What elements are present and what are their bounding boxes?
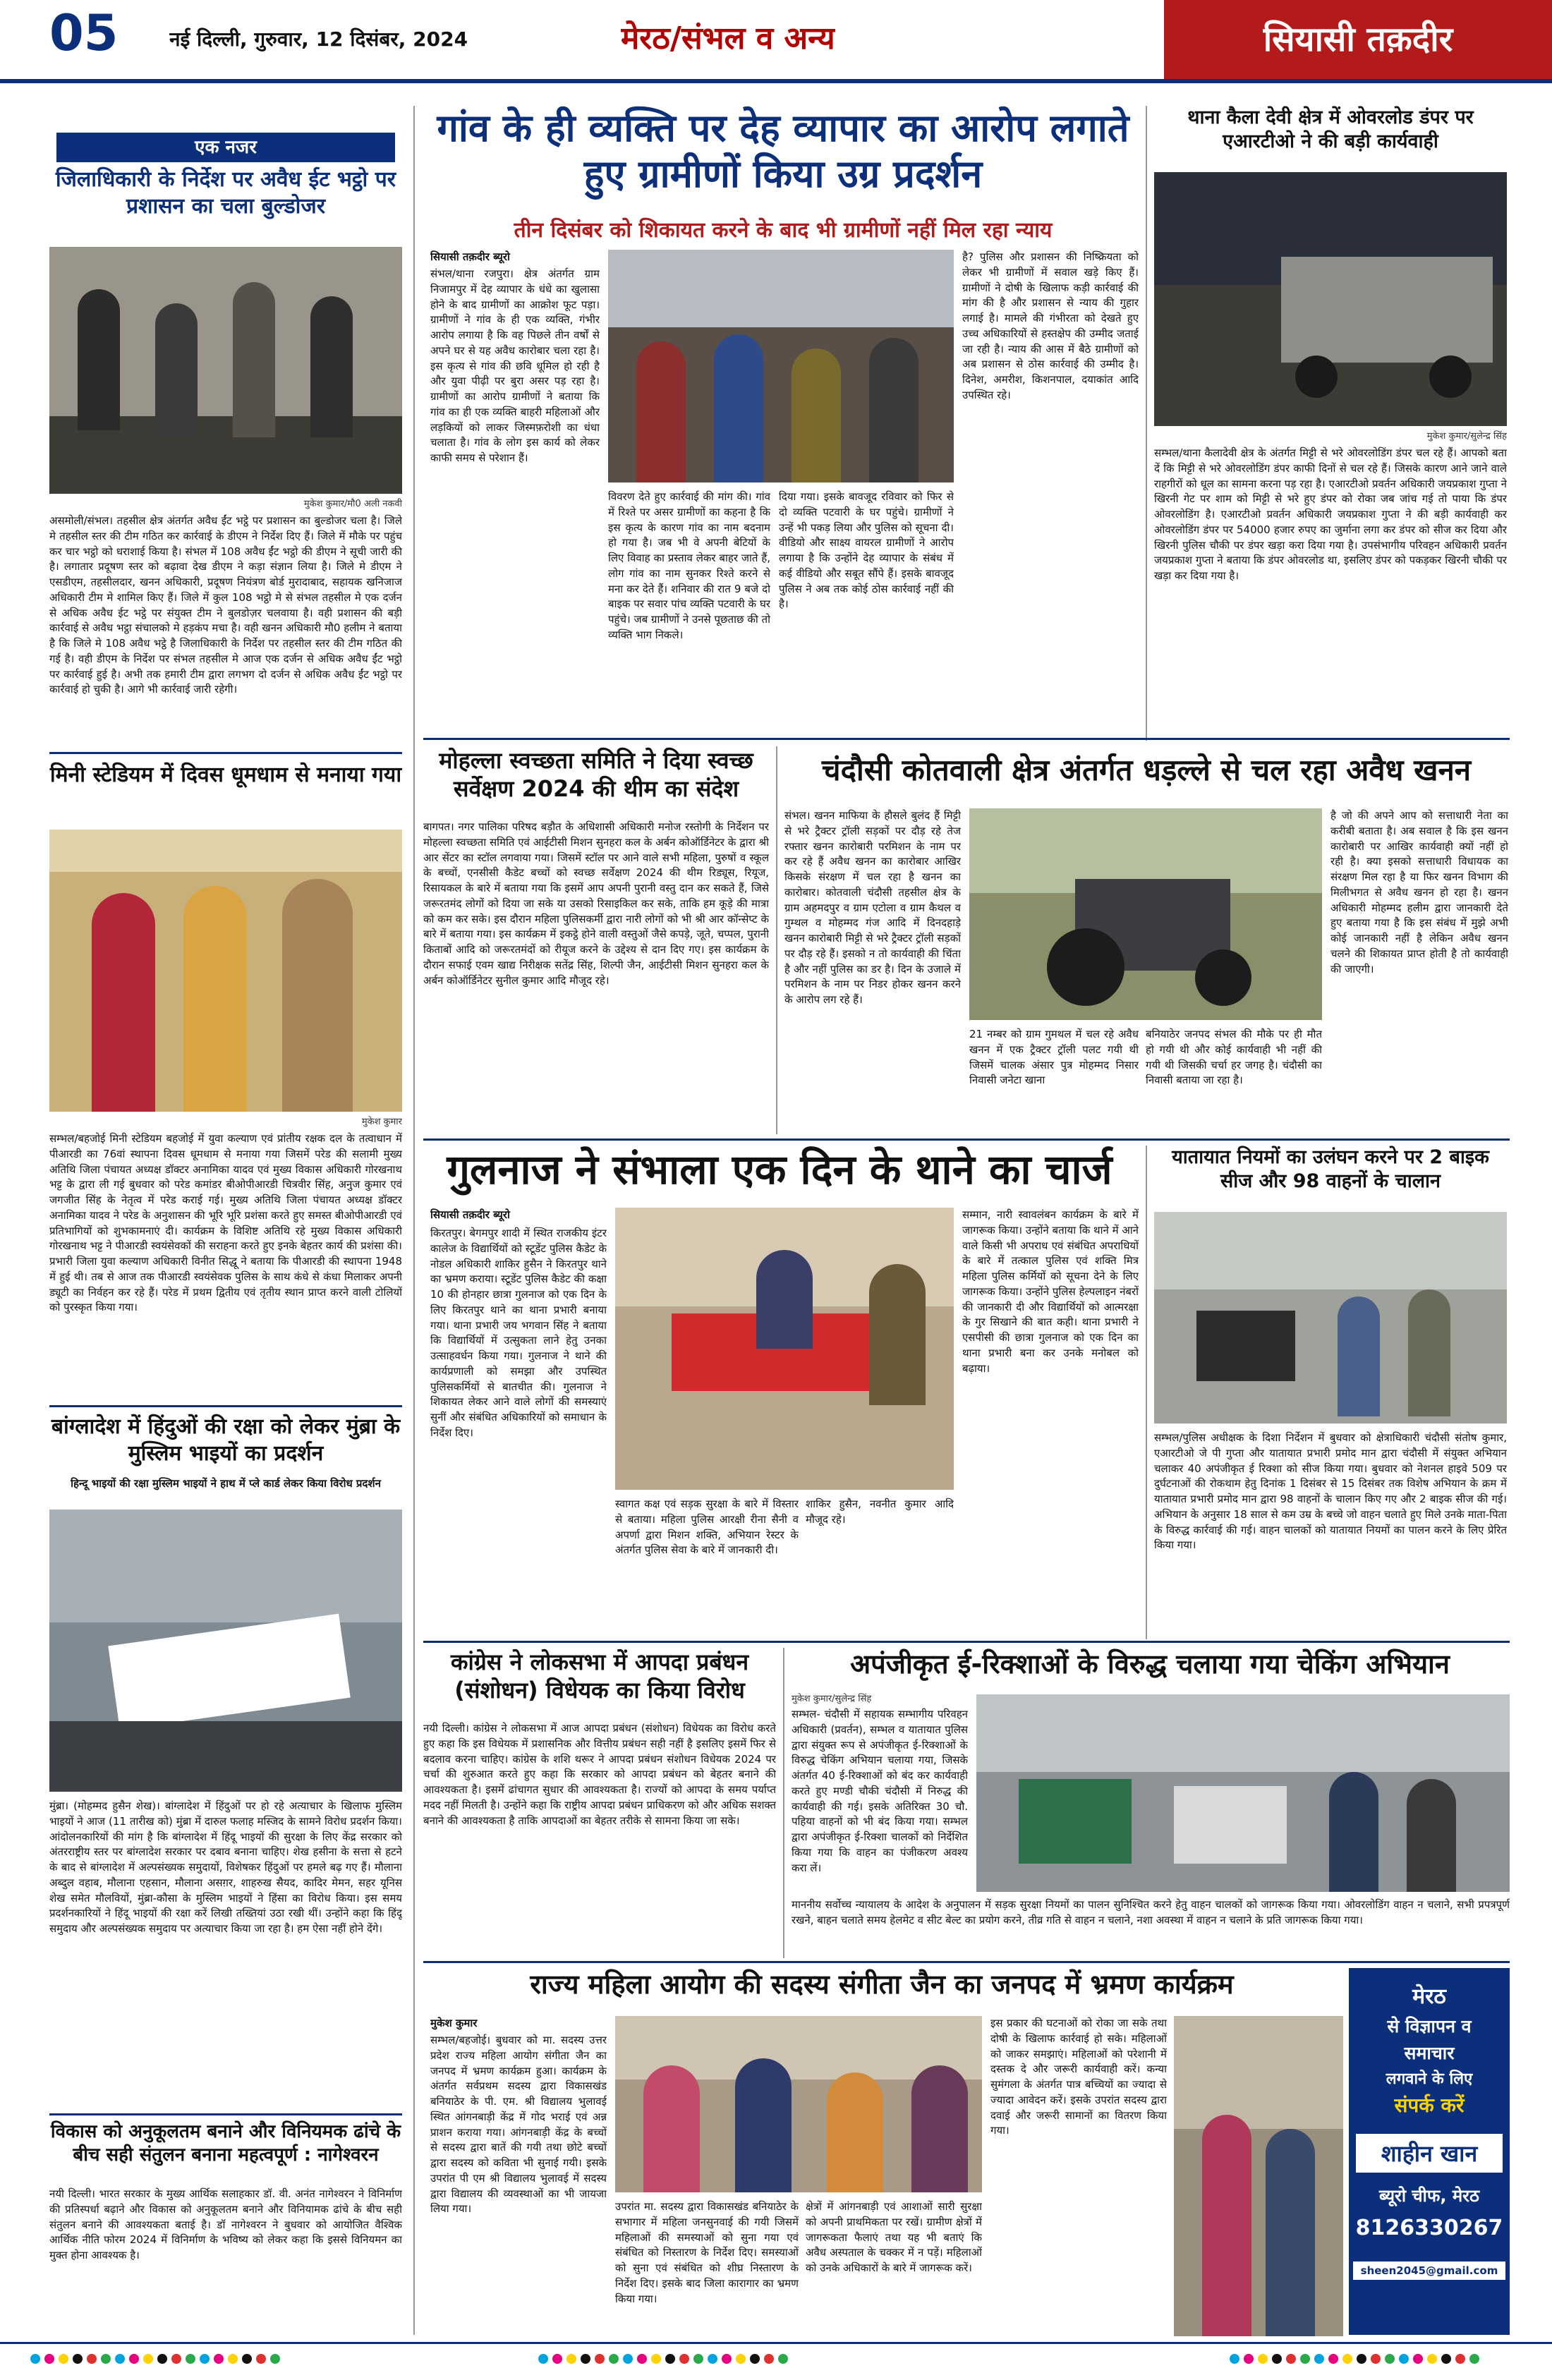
registration-dot: [1385, 2354, 1395, 2364]
traffic-body: सम्भल/पुलिस अधीक्षक के दिशा निर्देशन में बुधवार को क्षेत्राधिकारी चंदौसी संतोष कुमार, एआरटीओ जे पी गुप्ता और यातायात प्रभारी प्रमोद मान द्वारा चंदौसी में संयुक्त अभियान चलाकर 40 अपंजीकृत ई रिक्शा को सीज किया गया। बुधवार को नेशनल हाइवे 509 पर दुर्घटनाओं की रोकथाम हेतु दिनांक 1 दिसंबर से 15 दिसंबर तक विशेष अभियान के क्रम में यातायात प्रभारी प्रमोद मान द्वारा 98 वाहनों के चालान किए गए और 2 बाइक सीज की गई। अभियान के अनुसार 18 साल से कम उम्र के बच्चे जो वाहन चलाते हुए मिले उनके माता-पिता के विरुद्ध कार्रवाई की गई। वाहन चालकों को यातायात नियमों का पालन करने के लिए प्रेरित किया गया।: [1154, 1431, 1507, 1552]
congress-headline: कांग्रेस ने लोकसभा में आपदा प्रबंधन (संशोधन) विधेयक का किया विरोध: [450, 1649, 749, 1704]
registration-dot: [87, 2354, 97, 2364]
registration-dot: [1230, 2354, 1239, 2364]
stadium-photo: [49, 830, 402, 1112]
thana-byline: सियासी तक़दीर ब्यूरो: [430, 1208, 510, 1221]
registration-dot: [186, 2354, 195, 2364]
lead-body-col1: संभल/थाना रजपुरा। क्षेत्र अंतर्गत ग्राम निजामपुर में देह व्यापार के धंधे का खुलासा होने के बाद ग्रामीणों का आक्रोश फूट पड़ा। ग्रामीणों ने गांव के ही एक व्यक्ति, गंभीर आरोप लगाया है कि वह पिछले तीन वर्षों से अपने घर से यह अवैध कारोबार चला रहा है। इस कृत्य से गांव की छवि धूमिल हो रही है और युवा पीढ़ी पर बुरा असर पड़ रहा है। ग्रामीणों का आरोप ग्रामीणों ने बताया कि गांव का ही एक व्यक्ति बाहरी महिलाओं और लड़कियों को लाकर जिस्मफ़रोशी का धंधा चलाता है। गांव के लोग इस कार्य को लेकर काफी समय से परेशान हैं।: [430, 267, 600, 464]
registration-dot: [1357, 2354, 1366, 2364]
registration-dot: [750, 2354, 760, 2364]
registration-dot: [1258, 2354, 1268, 2364]
registration-dot: [552, 2354, 562, 2364]
registration-dot: [1272, 2354, 1282, 2364]
police-station-photo: [615, 1208, 954, 1490]
story2-headline: मिनी स्टेडियम में दिवस धूमधाम से मनाया गया: [49, 763, 402, 787]
registration-dot: [1314, 2354, 1324, 2364]
story1-caption: मुकेश कुमार/मौ0 अली नकवी: [303, 499, 402, 509]
traffic-photo: [1154, 1212, 1507, 1423]
thana-headline: गुलनाज ने संभाला एक दिन के थाने का चार्ज: [447, 1146, 1113, 1194]
story4-headline: विकास को अनुकूलतम बनाने और विनियमक ढांचे के बीच सही संतुलन बनाना महत्वपूर्ण : नागेश्वरन: [50, 2121, 401, 2166]
dumper-photo: [1154, 172, 1507, 426]
registration-dot: [242, 2354, 252, 2364]
divider: [49, 1405, 402, 1407]
registration-dot: [1413, 2354, 1423, 2364]
erickshaw-photo: [976, 1694, 1510, 1892]
thana-caption1: स्वागत कक्ष एवं सड़क सुरक्षा के बारे में विस्तार से बताया। महिला पुलिस आरक्षी रीना सैनी व अपर्णा द्वारा मिशन शक्ति, अभियान रेस्टर के अंतर्गत पुलिस सेवा के बारे में जानकारी दी।: [615, 1498, 799, 1557]
registration-dot: [115, 2354, 125, 2364]
registration-dot: [270, 2354, 280, 2364]
divider: [423, 1961, 1510, 1963]
story1-headline: जिलाधिकारी के निर्देश पर अवैध ईट भट्ठो पर प्रशासन का चला बुल्डोजर: [55, 167, 396, 219]
ad-email[interactable]: sheen2045@gmail.com: [1353, 2261, 1505, 2280]
column-rule: [1146, 1146, 1147, 1639]
issue-date: नई दिल्ली, गुरुवार, 12 दिसंबर, 2024: [169, 28, 468, 51]
divider: [423, 1641, 1510, 1643]
thana-caption2: शाकिर हुसैन, नवनीत कुमार आदि मौजूद रहे।: [806, 1498, 954, 1526]
registration-dot: [764, 2354, 774, 2364]
divider: [423, 1139, 1510, 1141]
mining-caption: 21 नम्बर को ग्राम गुमथल में चल रहे अवैध खनन में एक ट्रैक्टर ट्रॉली पलट गयी थी जिसमें चालक अंसार पुत्र मोहम्मद निसार निवासी जनेटा खाना: [969, 1028, 1139, 1087]
lead-byline: सियासी तक़दीर ब्यूरो: [430, 250, 510, 263]
registration-dot: [1455, 2354, 1465, 2364]
ad-contact-role: ब्यूरो चीफ, मेरठ: [1379, 2186, 1479, 2206]
registration-dot: [143, 2354, 153, 2364]
registration-dot: [736, 2354, 746, 2364]
divider: [49, 2113, 402, 2115]
congress-body: नयी दिल्ली। कांग्रेस ने लोकसभा में आज आपदा प्रबंधन (संशोधन) विधेयक का विरोध करते हुए कहा कि इस विधेयक में प्रशासनिक और वित्तीय प्रबंधन सही नहीं है इसलिए इसमें फिर से बदलाव करना चाहिए। कांग्रेस के शशि थरूर ने आपदा प्रबंधन संशोधन विधेयक 2024 पर चर्चा की शुरुआत करते हुए कहा कि सरकार को आपदा प्रबंधन को बेहतर बनाने की आवश्यकता है। इसमें ढांचागत सुधार की आवश्यकता है। राज्यों को आपदा के समय पर्याप्त मदद नहीं मिलती है। उन्होंने कहा कि राष्ट्रीय आपदा प्रबंधन प्राधिकरण को और अधिक सशक्त बनाने की आवश्यकता है ताकि आपदाओं का बेहतर तरीके से सामना किया जा सके।: [423, 1722, 776, 1827]
truck-caption: मुकेश कुमार/सुलेन्द्र सिंह: [1426, 431, 1507, 442]
registration-dot: [538, 2354, 548, 2364]
erickshaw-body-bottom: माननीय सर्वोच्च न्यायालय के आदेश के अनुपालन में सड़क सुरक्षा नियमों का पालन सुनिश्चित करने हेतु वाहन चालकों को जागरूक किया गया। ओवरलोडिंग वाहन न चलाने, सभी प्रपत्रपूर्ण रखने, बाहन चलाते समय हेलमेट व सीट बेल्ट का प्रयोग करने, तीव्र गति से वाहन न चलाने, नशा अवस्था में वाहन न चलाने के प्रति जागरूक किया गया।: [792, 1898, 1510, 1926]
story3-body: मुंब्रा। (मोहम्मद हुसैन शेख)। बांग्लादेश में हिंदुओं पर हो रहे अत्याचार के खिलाफ मुस्लिम भाइयों ने आज (11 तारीख को) मुंब्रा में दारुल फलाह मस्जिद के सामने विरोध प्रदर्शन किया। आंदोलनकारियों की मांग है कि बांग्लादेश में हिंदू भाइयों की सुरक्षा के लिए केंद्र सरकार को अंतरराष्ट्रीय स्तर पर बांग्लादेश सरकार पर दबाव बनाना चाहिए। शेख हसीना के सत्ता से हटने के बाद से बांग्लादेश में अल्पसंख्यक समुदायों, विशेषकर हिंदुओं पर हमले बढ़ गए हैं। मौलाना अब्दुल वहाब, मौलाना एहसान, मौलाना असग़र, शाहरुख सैयद, कादिर मेमन, सहर यूनिस शेख समेत मौलवियों, मुंब्रा-कौसा के मुस्लिम भाइयों ने हिंसा का विरोध किया। इस समय प्रदर्शनकारियों ने हिंदू भाइयों की रक्षा करें लिखी तख्तियां उठा रखी थीं। उन्होंने कहा कि हिंदू समुदाय और अल्पसंख्यक समुदाय पर अत्याचार किया जा रहा है। हम ऐसा नहीं होने देंगे।: [49, 1799, 402, 1935]
bulldozer-photo: [49, 247, 402, 494]
women-body-col1: सम्भल/बहजोई। बुधवार को मा. सदस्य उत्तर प्रदेश राज्य महिला आयोग संगीता जैन का जनपद में भ्रमण कार्यक्रम हुआ। कार्यक्रम के अंतर्गत सर्वप्रथम सदस्य द्वारा विकासखंड बनियाठेर के पी. एम. श्री विद्यालय भुलावई स्थित आंगनबाड़ी केंद्र में गोद भराई एवं अन्न प्राशन कराया गया। आंगनबाड़ी केंद्र के बच्चों से सदस्य द्वारा बातें की गयी तथा छोटे बच्चों द्वारा सदस्य को कविता भी सुनाई गयी। इसके उपरांत पी एम श्री विद्यालय भुलावई में सदस्य द्वारा विद्यालय की व्यवस्थाओं का भी जायजा लिया गया।: [430, 2034, 607, 2216]
divider: [49, 752, 402, 754]
mining-headline: चंदौसी कोतवाली क्षेत्र अंतर्गत धड़ल्ले से चल रहा अवैध खनन: [821, 753, 1472, 787]
truck-body: सम्भल/थाना कैलादेवी क्षेत्र के अंतर्गत मिट्टी से भरे ओवरलोडिंग डंपर चल रहे हैं। आपको बता दें कि मिट्टी से भरे ओवरलोडिंग डंपर काफी दिनों से चल रहे हैं। जिसके कारण आने जाने वाले राहगीरों को धूल का सामना करना पड़ रहा है। एआरटीओ प्रवर्तन अधिकारी जयप्रकाश गुप्ता ने खिरनी गेट पर शाम को मिट्टी से भरे हुए डंपर को रोका जब जांच गई तो पाया कि डंपर ओवरलोडिंग है। एआरटीओ प्रवर्तन अधिकारी जयप्रकाश गुप्ता ने की बड़ी कार्यवाही कर ओवरलोडिंग डंपर पर 54000 हजार रुपए का जुर्माना लगा कर डंपर को सीज कर दिया और खिरनी पुलिस चौकी पर डंपर खड़ा करा दिया गया है। उपसंभागीय परिवहन अधिकारी प्रवर्तन जयप्रकाश गुप्ता ने बताया कि डंपर ओवरलोड था, इसलिए डंपर को पकड़कर खिरनी चौकी पर खड़ा कर दिया गया है।: [1154, 447, 1507, 582]
lead-body-col4: है? पुलिस और प्रशासन की निष्क्रियता को लेकर भी ग्रामीणों में सवाल खड़े किए हैं। ग्रामीणों ने दोषी के खिलाफ कड़ी कार्रवाई की मांग की है और प्रशासन से न्याय की गुहार लगाई है। मामले की गंभीरता को देखते हुए उच्च अधिकारियों से हस्तक्षेप की उम्मीद जताई जा रही है। न्याय की आस में बैठे ग्रामीणों को अब प्रशासन से ठोस कार्रवाई की उम्मीद है। दिनेश, अमरीश, किशनपाल, दयाकांत आदि उपस्थित रहे।: [962, 250, 1139, 401]
registration-dot: [1441, 2354, 1451, 2364]
registration-dot: [200, 2354, 210, 2364]
story2-caption: मुकेश कुमार: [361, 1117, 402, 1127]
registration-dot: [228, 2354, 238, 2364]
registration-dots-center: [536, 2353, 832, 2367]
section-title: मेरठ/संभल व अन्य: [621, 20, 835, 56]
erickshaw-caption: मुकेश कुमार/सुलेन्द्र सिंह: [792, 1694, 872, 1704]
registration-dot: [1244, 2354, 1254, 2364]
lead-body-col2: विवरण देते हुए कार्रवाई की मांग की। गांव में रिश्ते पर असर ग्रामीणों का कहना है कि इस कृत्य के कारण गांव का नाम बदनाम हो गया है। जब भी वे अपनी बेटियों के लिए विवाह का प्रस्ताव लेकर बाहर जाते हैं, लोग गांव का नाम सुनकर रिश्ते करने से मना कर देते हैं। शनिवार की रात 9 बजे दो बाइक पर सवार पांच व्यक्ति पटवारी के घर पहुंचे। जब ग्रामीणों ने उनसे पूछताछ की तो व्यक्ति भाग निकले।: [608, 490, 770, 641]
registration-dot: [73, 2354, 83, 2364]
registration-dot: [1342, 2354, 1352, 2364]
village-protest-photo: [608, 250, 954, 482]
page-number: 05: [49, 4, 119, 62]
protest-photo: [49, 1510, 402, 1792]
story3-headline: बांग्लादेश में हिंदुओं की रक्षा को लेकर मुंब्रा के मुस्लिम भाइयों का प्रदर्शन: [51, 1414, 401, 1466]
registration-dot: [59, 2354, 68, 2364]
tractor-photo: [969, 808, 1322, 1020]
column-rule: [413, 106, 415, 2335]
thana-body-col1: किरतपुर। बेगमपुर शादी में स्थित राजकीय इंटर कालेज के विद्यार्थियों को स्टूडेंट पुलिस कैडेट के नोडल अधिकारी शाकिर हुसैन ने किरतपुर थाने का भ्रमण कराया। स्टूडेंट पुलिस कैडेट की कक्षा 10 की होनहार छात्रा गुलनाज को एक दिन के लिए किरतपुर थाने का थाना प्रभारी बनाया गया। थाना प्रभारी जय भगवान सिंह ने बताया कि विद्यार्थियों में उत्सुकता लाने हेतु उनका उत्साहवर्धन किया गया। गुलनाज ने थाने की कार्यप्रणाली को समझा और उपस्थित पुलिसकर्मियों से बातचीत की। गुलनाज ने शिकायत लेकर आने वाले लोगों की समस्याएं सुनीं और संबंधित अधिकारियों को समाधान के निर्देश दिए।: [430, 1227, 607, 1439]
ad-line4: लगवाने के लिए: [1386, 2070, 1473, 2088]
registration-dot: [651, 2354, 661, 2364]
registration-dot: [566, 2354, 576, 2364]
ek-nazar-tag: एक नजर: [56, 133, 395, 162]
women-commission-photo: [615, 2016, 982, 2192]
registration-dot: [595, 2354, 605, 2364]
registration-dots-right: [1227, 2353, 1524, 2367]
advertisement-box: [1349, 1968, 1510, 2335]
women-caption: मुकेश कुमार: [430, 2017, 478, 2029]
registration-dot: [722, 2354, 732, 2364]
thana-body-col2: सम्मान, नारी स्वावलंबन कार्यक्रम के बारे में जागरूक किया। उन्होंने बताया कि थाने में आने वाले किसी भी अपराध एवं संबंधित अपराधियों के बारे में तत्काल पुलिस एवं शक्ति मित्र महिला पुलिस कर्मियों को सूचना देने के लिए जागरूक किया। उन्होंने पुलिस हेल्पलाइन नंबरों की जानकारी दी और विद्यार्थियों को आत्मरक्षा के गुर सिखाने की बात कही। थाना प्रभारी ने एसपीसी की छात्रा गुलनाज को एक दिन का थाना प्रभारी बना कर उनके मनोबल को बढ़ाया।: [962, 1208, 1139, 1375]
traffic-headline: यातायात नियमों का उलंघन करने पर 2 बाइक सीज और 98 वाहनों के चालान: [1172, 1146, 1489, 1192]
registration-dot: [665, 2354, 675, 2364]
mining-body-col2: बनियाठेर जनपद संभल की मौके पर ही मौत हो गयी थी और कोई कार्यवाही भी नहीं की गयी थी जिसकी चर्चा हर जगह है। चंदौसी का निवासी बताया जा रहा है।: [1146, 1028, 1322, 1087]
story3-subhead: हिन्दू भाइयों की रक्षा मुस्लिम भाइयों ने हाथ में प्ले कार्ड लेकर किया विरोध प्रदर्शन: [71, 1477, 381, 1490]
registration-dot: [778, 2354, 788, 2364]
story2-body: सम्भल/बहजोई मिनी स्टेडियम बहजोई में युवा कल्याण एवं प्रांतीय रक्षक दल के तत्वाधान में पीआरडी का 76वां स्थापना दिवस धूमधाम से मनाया गया जिसमें परेड की सलामी मुख्य अतिथि जिला पंचायत अध्यक्ष डॉक्टर अनामिका यादव एवं मुख्य विकास अधिकारी गोरखनाथ भट्ट के द्वारा ली गई बुधवार को परेड कमांडर बीओपीआरडी चित्रवीर सिंह, अनुज कुमार एवं जगजीत सिंह के नेतृत्व में परेड कराई गई। मुख्य अतिथि जिला पंचायत अध्यक्ष डॉक्टर अनामिका यादव ने परेड के अनुशासन की भूरि भूरि प्रशंसा करते हुए समस्त बीओपीआरडी एवं प्रतिभागियों को शुभकामनाएं दी। कार्यक्रम के विशिष्ट अतिथि रहे मुख्य विकास अधिकारी गोरखनाथ भट्ट ने पीआरडी स्वयंसेवकों की सराहना करते हुए इनके बेहतर कार्य की प्रशंसा की। प्रभारी जिला युवा कल्याण अधिकारी विनीत सिद्धू ने बताया कि पीआरडी की स्थापना 1948 में हुई थी। तब से आज तक पीआरडी स्वयंसेवक पुलिस के साथ कंधे से कंधा मिलाकर अपनी ड्यूटी का निर्वहन कर रहे हैं। परेड में प्रथम द्वितीय एवं तृतीय स्थान प्राप्त करने वाली टोलियों को पुरस्कृत किया गया।: [49, 1132, 402, 1314]
lead-headline: गांव के ही व्यक्ति पर देह व्यापार का आरोप लगाते हुए ग्रामीणों किया उग्र प्रदर्शन: [437, 106, 1129, 196]
divider: [423, 738, 1510, 740]
registration-dot: [637, 2354, 647, 2364]
registration-dot: [157, 2354, 167, 2364]
ad-phone[interactable]: 8126330267: [1355, 2216, 1503, 2240]
column-rule: [783, 1648, 784, 1958]
registration-dot: [1300, 2354, 1310, 2364]
women-body-col2: उपरांत मा. सदस्य द्वारा विकासखंड बनियाठेर के सभागार में महिला जनसुनवाई की गयी जिसमें महिलाओं की समस्याओं को सुना गया एवं संबंधित को निस्तारण के निर्देश दिए। समस्याओं को सुना एवं संबंधित को शीघ्र निस्तारण के निर्देश दिए। इसके बाद जिला कारागार का भ्रमण किया गया।: [615, 2200, 799, 2305]
registration-dot: [1427, 2354, 1437, 2364]
registration-dot: [171, 2354, 181, 2364]
registration-dot: [581, 2354, 590, 2364]
truck-headline: थाना कैला देवी क्षेत्र में ओवरलोड डंपर पर एआरटीओ ने की बड़ी कार्यवाही: [1187, 107, 1474, 152]
clean-headline: मोहल्ला स्वच्छता समिति ने दिया स्वच्छ सर्वेक्षण 2024 की थीम का संदेश: [439, 747, 753, 802]
registration-dot: [1469, 2354, 1479, 2364]
story4-body: नयी दिल्ली। भारत सरकार के मुख्य आर्थिक सलाहकार डॉ. वी. अनंत नागेश्वरन ने विनिर्माण की प्रतिस्पर्धा बढ़ाने और विकास को अनुकूलतम बनाने और विनियामक ढांचे के बीच सही संतुलन बनाने की आवश्यकता बताई है। डॉ नागेश्वरन ने बुधवार को आयोजित वैश्विक आर्थिक नीति फोरम 2024 में विनिर्माण के भविष्य को लेकर कहा कि इससे विनियमन का मुक्त होना आवश्यक है।: [49, 2187, 402, 2261]
ad-contact-name: शाहीन खान: [1356, 2134, 1503, 2173]
ad-line3: समाचार: [1404, 2043, 1455, 2063]
ad-line1: मेरठ: [1412, 1984, 1446, 2009]
column-rule: [776, 746, 777, 1134]
ad-line2: से विज्ञापन व: [1387, 2016, 1472, 2036]
mining-body-col3: है जो की अपने आप को सत्ताधारी नेता का करीबी बताता है। अब सवाल है कि इस खनन कारोबारी पर आखिर कार्यवाही क्यों नहीं हो रही है। क्या इसको सत्ताधारी विधायक का संरक्षण मिल रहा है या फिर खनन विभाग की मिलीभगत से अवैध खनन हो रहा है। खनन अधिकारी मोहम्मद हलीम द्वारा जानकारी देते हुए बताया गया है कि इस संबंध में मुझे अभी कोई जानकारी नहीं है लेकिन अवैध खनन चलने की शिकायत प्राप्त होती है तो कार्यवाही की जाएगी।: [1330, 809, 1508, 976]
erickshaw-headline: अपंजीकृत ई-रिक्शाओं के विरुद्ध चलाया गया चेकिंग अभियान: [850, 1649, 1450, 1680]
registration-dot: [101, 2354, 111, 2364]
registration-dot: [1328, 2354, 1338, 2364]
registration-dot: [1399, 2354, 1409, 2364]
registration-dots-left: [28, 2353, 325, 2367]
registration-dot: [708, 2354, 717, 2364]
registration-dot: [693, 2354, 703, 2364]
mining-body-col1: संभल। खनन माफिया के हौसले बुलंद हैं मिट्टी से भरे ट्रैक्टर ट्रॉली सड़कों पर दौड़ रहे तेज रफ्तार खनन कारोबारी परमिशन के नाम पर कर रहे हैं अवैध खनन का कारोबार आखिर किसके संरक्षण में चल रहा है खनन का कारोबार। कोतवाली चंदौसी तहसील क्षेत्र के ग्राम अहमदपुर व ग्राम एटोला व ग्राम कैथल व गुम्थल व मोहम्मद गंज आदि में दिनदहाड़े खनन कारोबारी मिट्टी से भरे ट्रैक्टर ट्रॉली सड़कों पर दौड़ रहे हैं। इसको न तो कार्यवाही की चिंता है और नहीं पुलिस का डर है। दिन के उजाले में परमिशन के नाम पर निडर होकर खनन करने के आरोप लग रहे हैं।: [784, 809, 961, 1006]
story1-body: असमोली/संभल। तहसील क्षेत्र अंतर्गत अवैध ईंट भट्ठे पर प्रशासन का बुल्डोजर चला है। जिले मे तहसील स्तर की टीम गठित कर कार्रवाई के डीएम ने निर्देश दिए हैं। जिले में मौके पर पहुंच कर चार भट्ठो को धराशाई किया है। संभल में 108 अवैध ईंट भट्ठो की डीएम ने सूची जारी की है। लगातार प्रदूषण स्तर को बढ़ावा देख डीएम ने कड़ा संज्ञान लिया है। जिले मे डीएम ने एसडीएम, तहसीलदार, खनन अधिकारी, प्रदूषण नियंत्रण बोर्ड मुरादाबाद, सहायक खनिजाज अधिकारी टीम मे शामिल किए हैं। जिले में कुल 108 भट्ठो मे से संभल तहसील मे एक दर्जन से अधिक अवैध ईट भट्ठे पर संयुक्त टीम ने बुलडोज़र चलवाया है। वही प्रशासन की बड़ी कार्रवाई से अवैध भट्ठा संचालको मे हड़कंप मचा है। वही खनन अधिकारी मौ0 हलीम ने बताया है कि जिले मे 108 अवैध भट्ठे है जिलाधिकारी के निर्देश पर तहसील स्तर की टीम गठित की गई है। वही डीएम के निर्देश पर संभल तहसील मे आज एक दर्जन से अधिक अवैध ईंट भट्ठो पर कार्रवाई हुई है। अभी तक हमारी टीम द्वारा लगभग दो दर्जन से अधिक अवैध ईंट भट्ठो पर कार्रवाई हो चुकी है। आगे भी कार्रवाई जारी रहेगी।: [49, 514, 402, 696]
registration-dot: [609, 2354, 619, 2364]
column-rule: [1146, 106, 1147, 741]
women-headline: राज्य महिला आयोग की सदस्य संगीता जैन का जनपद में भ्रमण कार्यक्रम: [530, 1969, 1234, 2000]
registration-dot: [214, 2354, 224, 2364]
registration-dot: [679, 2354, 689, 2364]
women-visit-photo: [1174, 2016, 1343, 2336]
lead-body-col3: दिया गया। इसके बावजूद रविवार को फिर से दो व्यक्ति पटवारी के घर पहुंचे। ग्रामीणों ने उन्हें भी पकड़ लिया और पुलिस को सूचना दी। वीडियो और साक्ष्य वायरल ग्रामीणों ने आरोप लगाया है कि उन्होंने देह व्यापार के संबंध में कई वीडियो और सबूत सौंपे हैं। इसके बावजूद पुलिस ने अब तक कोई ठोस कार्रवाई नहीं की है।: [779, 490, 954, 611]
ad-line5: संपर्क करें: [1394, 2094, 1465, 2117]
clean-body: बागपत। नगर पालिका परिषद बड़ौत के अधिशासी अधिकारी मनोज रस्तोगी के निर्देशन पर मोहल्ला स्वच्छता समिति एवं आईटीसी मिशन सुनहरा कल के अर्बन कोऑर्डिनेटर के द्वारा श्री आर सेंटर का स्टॉल लगवाया गया। जिसमें स्टॉल पर आने वाले सभी महिला, पुरुषों व स्कूल के बच्चों, एनसीसी कैडेट बच्चों को स्वच्छ सर्वेक्षण 2024 की थीम रिड्यूस, रियूज, रिसायकल के बारे में बताया गया कि इसमें आप अपनी पुरानी वस्तु दान कर सकते हैं, जिसे जरूरतमंद लोगों को दिया जा सके या उसको रिसाइकिल कर सके, ताकि हम कूड़े की मात्रा को कम कर सके। इस दौरान महिला पुलिसकर्मी द्वारा नारी लोगों को भी श्री आर कॉन्सेप्ट के बारे में बताया गया। इस कार्यक्रम में इकट्ठे होने वाली वस्तुओं जैसे कपड़े, जूते, चप्पल, पुरानी किताबों आदि को जरूरतमंदों को रीयूज करने के उद्देश्य से दान दिए गए। इस कार्यक्रम के दौरान सफाई एवम खाद्य निरीक्षक सतेंद्र सिंह, शिल्पी जैन, आईटीसी मिशन सुनहरा कल के अर्बन कोऑर्डिनेटर सुनील कुमार आदि मौजूद रहे।: [423, 820, 769, 987]
registration-dot: [1371, 2354, 1381, 2364]
registration-dot: [256, 2354, 266, 2364]
registration-dot: [623, 2354, 633, 2364]
registration-dot: [30, 2354, 40, 2364]
registration-dot: [129, 2354, 139, 2364]
registration-dot: [1286, 2354, 1296, 2364]
erickshaw-body: सम्भल- चंदौसी में सहायक सम्भागीय परिवहन अधिकारी (प्रवर्तन), सम्भल व यातायात पुलिस द्वारा संयुक्त रूप से अपंजीकृत ई-रिक्शाओं के विरुद्ध चेकिंग अभियान चलाया गया, जिसके अंतर्गत 40 ई-रिक्शाओं को बंद कर कार्यवाही करते हुए मण्डी चौकी चंदौसी में निरुद्ध की कार्यवाही की गई। इसके अतिरिक्त 30 चौ. पहिया वाहनों को भी बंद किया गया। सम्भल द्वारा अपंजीकृत ई-रिक्शा चालकों को निर्देशित किया गया कि वाहन का पंजीकरण अवश्य करा लें।: [792, 1708, 968, 1874]
registration-dot: [44, 2354, 54, 2364]
women-body-col4: इस प्रकार की घटनाओं को रोका जा सके तथा दोषी के खिलाफ कार्रवाई हो सके। महिलाओं को जाकर समझाएं। महिलाओं को परेशानी में दस्तक दे और जरूरी कार्यवाही करें। कन्या सुमंगला के अंतर्गत पात्र बच्चियों का ज्यादा से ज्यादा आवेदन करें। इसके उपरांत सदस्य द्वारा दवाई और जरूरी सामानों का वितरण किया गया।: [990, 2017, 1167, 2137]
brand-name: सियासी तक़दीर: [1164, 0, 1552, 79]
lead-subhead: तीन दिसंबर को शिकायत करने के बाद भी ग्रामीणों नहीं मिल रहा न्याय: [514, 218, 1053, 243]
women-body-col3: क्षेत्रों में आंगनबाड़ी एवं आशाओं सारी सुरक्षा को अपनी प्राथमिकता पर रखें। ग्रामीण क्षेत्रों में जागरूकता फैलाएं तथा यह भी बताएं कि अवैध अस्पताल के चक्कर में न पड़ें। महिलाओं को उनके अधिकारों के बारे में जागरूक करें।: [806, 2200, 982, 2274]
